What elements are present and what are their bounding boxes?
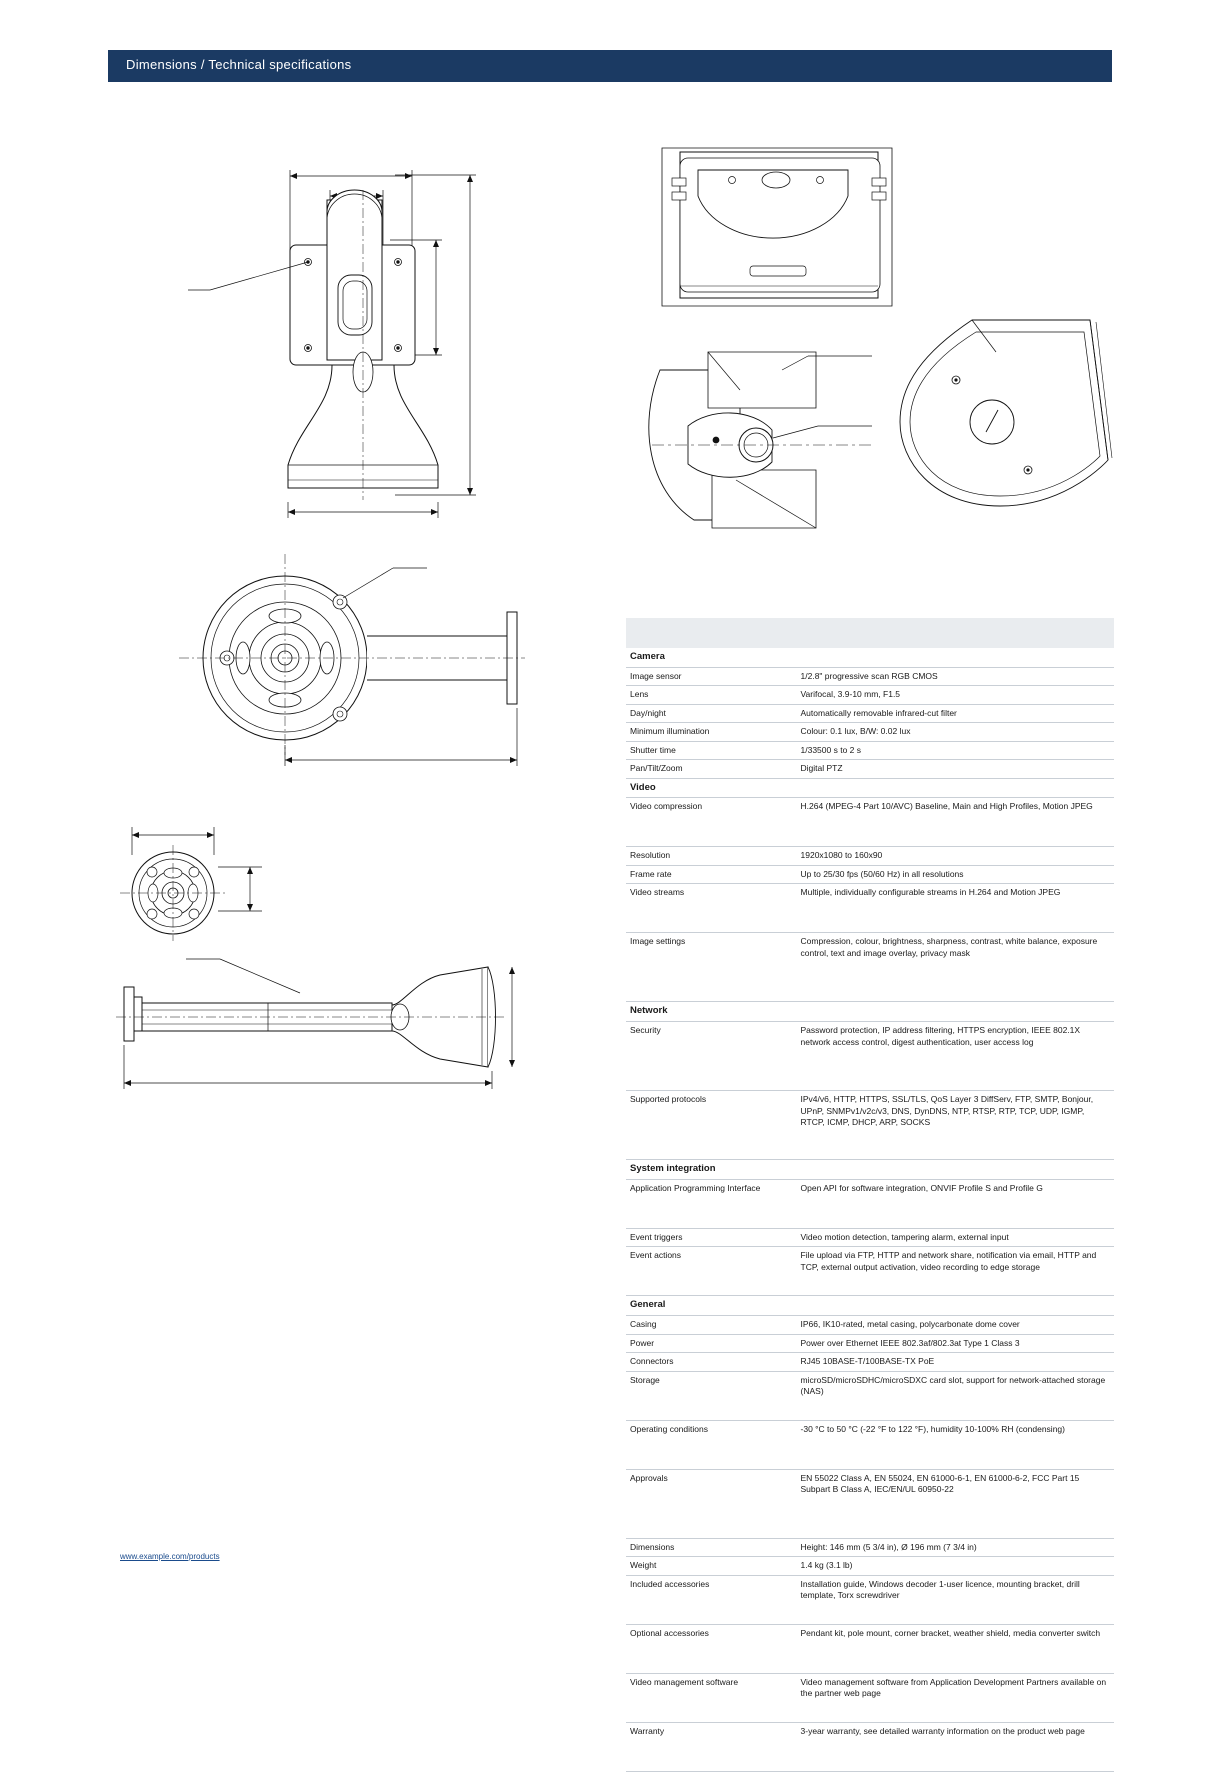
housing-top-view bbox=[650, 140, 910, 320]
spec-key: Camera bbox=[626, 648, 797, 667]
spec-value: Power over Ethernet IEEE 802.3af/802.3at Type 1 Class 3 bbox=[797, 1334, 1114, 1352]
table-row bbox=[626, 1624, 1114, 1673]
table-row bbox=[626, 1316, 1114, 1334]
table-row bbox=[626, 1469, 1114, 1538]
spec-value: IP66, IK10-rated, metal casing, polycarbonate dome cover bbox=[797, 1316, 1114, 1334]
spec-key: Included accessories bbox=[626, 1575, 797, 1624]
table-row bbox=[626, 884, 1114, 933]
table-row bbox=[626, 1022, 1114, 1091]
spec-value: Video motion detection, tampering alarm, external input bbox=[797, 1229, 1114, 1247]
spec-key: Power bbox=[626, 1334, 797, 1352]
spec-value: RJ45 10BASE-T/100BASE-TX PoE bbox=[797, 1353, 1114, 1371]
spec-value: -30 °C to 50 °C (-22 °F to 122 °F), humidity 10-100% RH (condensing) bbox=[797, 1420, 1114, 1469]
page-title: Dimensions / Technical specifications bbox=[126, 57, 352, 72]
spec-value: 1/2.8" progressive scan RGB CMOS bbox=[797, 667, 1114, 685]
spec-key: Frame rate bbox=[626, 865, 797, 883]
spec-value: H.264 (MPEG-4 Part 10/AVC) Baseline, Main and High Profiles, Motion JPEG bbox=[797, 798, 1114, 847]
table-row bbox=[626, 1557, 1114, 1575]
spec-value: Automatically removable infrared-cut filter bbox=[797, 704, 1114, 722]
table-row bbox=[626, 667, 1114, 685]
spec-key: Operating conditions bbox=[626, 1420, 797, 1469]
footer-link[interactable] bbox=[120, 1552, 220, 1561]
spec-key: Network bbox=[626, 1002, 797, 1022]
pipe-side-view bbox=[100, 945, 560, 1105]
spec-value: 3-year warranty, see detailed warranty information on the product web page bbox=[797, 1722, 1114, 1771]
table-row bbox=[626, 847, 1114, 865]
specifications-body bbox=[626, 618, 1114, 1771]
spec-key: Video bbox=[626, 778, 797, 798]
spec-value bbox=[797, 1160, 1114, 1180]
table-row bbox=[626, 1575, 1114, 1624]
spec-key: Pan/Tilt/Zoom bbox=[626, 760, 797, 778]
spec-key: General bbox=[626, 1296, 797, 1316]
table-row bbox=[626, 1002, 1114, 1022]
table-row bbox=[626, 1420, 1114, 1469]
spec-key: Event actions bbox=[626, 1247, 797, 1296]
table-row bbox=[626, 865, 1114, 883]
spec-value: Multiple, individually configurable streams in H.264 and Motion JPEG bbox=[797, 884, 1114, 933]
spec-key: Weight bbox=[626, 1557, 797, 1575]
spec-value bbox=[797, 1002, 1114, 1022]
table-row bbox=[626, 1180, 1114, 1229]
spec-key: System integration bbox=[626, 1160, 797, 1180]
table-row bbox=[626, 1673, 1114, 1722]
spec-key: Supported protocols bbox=[626, 1091, 797, 1160]
spec-key: Resolution bbox=[626, 847, 797, 865]
spec-key: Video compression bbox=[626, 798, 797, 847]
spec-key: Image sensor bbox=[626, 667, 797, 685]
spec-key: Video streams bbox=[626, 884, 797, 933]
table-row bbox=[626, 648, 1114, 667]
spec-value: 1.4 kg (3.1 lb) bbox=[797, 1557, 1114, 1575]
spec-value: Password protection, IP address filtering, HTTPS encryption, IEEE 802.1X network access control, digest authentication, user access log bbox=[797, 1022, 1114, 1091]
table-row bbox=[626, 1722, 1114, 1771]
table-row bbox=[626, 1247, 1114, 1296]
spec-value bbox=[797, 1296, 1114, 1316]
table-row bbox=[626, 798, 1114, 847]
table-row bbox=[626, 778, 1114, 798]
table-row bbox=[626, 1538, 1114, 1556]
spec-value: Digital PTZ bbox=[797, 760, 1114, 778]
table-row bbox=[626, 704, 1114, 722]
table-row bbox=[626, 1353, 1114, 1371]
spec-key: Event triggers bbox=[626, 1229, 797, 1247]
spec-value: IPv4/v6, HTTP, HTTPS, SSL/TLS, QoS Layer 3 DiffServ, FTP, SMTP, Bonjour, UPnP, SNMPv1/v2c/v3, DNS, DynDNS, NTP, RTSP, RTP, TCP, UDP, IGMP, RTCP, ICMP, DHCP, ARP, SOCKS bbox=[797, 1091, 1114, 1160]
spec-key: Optional accessories bbox=[626, 1624, 797, 1673]
spec-key: Casing bbox=[626, 1316, 797, 1334]
spec-value bbox=[797, 778, 1114, 798]
spec-key: Connectors bbox=[626, 1353, 797, 1371]
spec-key: Video management software bbox=[626, 1673, 797, 1722]
spec-key: Storage bbox=[626, 1371, 797, 1420]
spec-value: Up to 25/30 fps (50/60 Hz) in all resolutions bbox=[797, 865, 1114, 883]
spec-key: Lens bbox=[626, 686, 797, 704]
spec-key: Application Programming Interface bbox=[626, 1180, 797, 1229]
spec-value: Colour: 0.1 lux, B/W: 0.02 lux bbox=[797, 723, 1114, 741]
table-row bbox=[626, 760, 1114, 778]
table-row bbox=[626, 1296, 1114, 1316]
spec-value: 1920x1080 to 160x90 bbox=[797, 847, 1114, 865]
spec-value: Video management software from Application Development Partners available on the partner web page bbox=[797, 1673, 1114, 1722]
spec-key: Image settings bbox=[626, 933, 797, 1002]
spec-value: Installation guide, Windows decoder 1-user licence, mounting bracket, drill template, Torx screwdriver bbox=[797, 1575, 1114, 1624]
spec-value: microSD/microSDHC/microSDXC card slot, support for network-attached storage (NAS) bbox=[797, 1371, 1114, 1420]
table-row bbox=[626, 686, 1114, 704]
bracket-front-view bbox=[180, 150, 540, 550]
table-row bbox=[626, 1091, 1114, 1160]
table-row bbox=[626, 1229, 1114, 1247]
spec-key: Minimum illumination bbox=[626, 723, 797, 741]
spec-value: Open API for software integration, ONVIF Profile S and Profile G bbox=[797, 1180, 1114, 1229]
specifications-table-header bbox=[626, 618, 1114, 648]
specifications-table bbox=[626, 618, 1114, 1772]
spec-key: Dimensions bbox=[626, 1538, 797, 1556]
spec-key: Approvals bbox=[626, 1469, 797, 1538]
spec-value: Height: 146 mm (5 3/4 in), Ø 196 mm (7 3/4 in) bbox=[797, 1538, 1114, 1556]
spec-value: Varifocal, 3.9-10 mm, F1.5 bbox=[797, 686, 1114, 704]
page-header-bar bbox=[108, 50, 1112, 82]
spec-value bbox=[797, 648, 1114, 667]
pipe-flange-view bbox=[110, 815, 310, 945]
specifications-table-header-cell bbox=[626, 618, 1114, 648]
table-row bbox=[626, 723, 1114, 741]
table-row bbox=[626, 933, 1114, 1002]
bracket-top-view bbox=[165, 540, 565, 780]
dome-section-view bbox=[640, 330, 900, 550]
spec-value: Pendant kit, pole mount, corner bracket, weather shield, media converter switch bbox=[797, 1624, 1114, 1673]
spec-key: Day/night bbox=[626, 704, 797, 722]
spec-value: EN 55022 Class A, EN 55024, EN 61000-6-1, EN 61000-6-2, FCC Part 15 Subpart B Class A, IEC/EN/UL 60950-22 bbox=[797, 1469, 1114, 1538]
spec-key: Warranty bbox=[626, 1722, 797, 1771]
spec-value: 1/33500 s to 2 s bbox=[797, 741, 1114, 759]
footer-url-text[interactable]: www.example.com/products bbox=[120, 1552, 220, 1561]
spec-value: File upload via FTP, HTTP and network share, notification via email, HTTP and TCP, external output activation, video recording to edge storage bbox=[797, 1247, 1114, 1296]
spec-value: Compression, colour, brightness, sharpness, contrast, white balance, exposure control, text and image overlay, privacy mask bbox=[797, 933, 1114, 1002]
table-row bbox=[626, 1371, 1114, 1420]
table-row bbox=[626, 1160, 1114, 1180]
table-row bbox=[626, 1334, 1114, 1352]
spec-key: Security bbox=[626, 1022, 797, 1091]
spec-key: Shutter time bbox=[626, 741, 797, 759]
dome-isometric-view bbox=[880, 310, 1130, 540]
table-row bbox=[626, 741, 1114, 759]
